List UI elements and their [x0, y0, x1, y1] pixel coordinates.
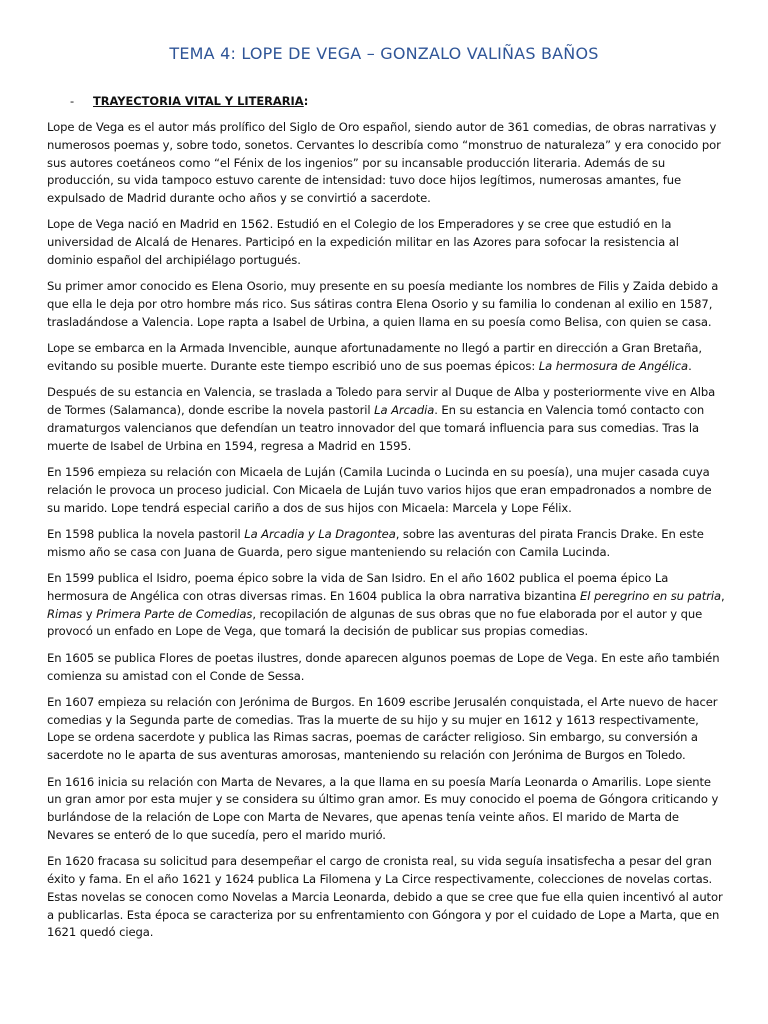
- italic-title-text: La Arcadia: [374, 403, 435, 418]
- paragraph-text: ,: [721, 588, 725, 603]
- section-heading-suffix: :: [303, 94, 309, 108]
- section-heading: [70, 94, 308, 108]
- list-bullet: -: [70, 94, 75, 108]
- paragraph-text: .: [688, 359, 692, 374]
- paragraph: [47, 853, 727, 942]
- paragraph-text: , recopilación de algunas de sus obras que no fue elaborada por el autor y que provocó un enfado en Lope de Vega, que tomará la decisión de publicar sus propias comedias.: [47, 606, 703, 639]
- paragraph: [47, 216, 727, 269]
- section-heading-text: TRAYECTORIA VITAL Y LITERARIA: [93, 94, 304, 108]
- paragraph-text: Lope de Vega nació en Madrid en 1562. Estudió en el Colegio de los Emperadores y se cree que estudió en la universidad de Alcalá de Henares. Participó en la expedición militar en las Azores para sofocar la resistencia al dominio español del archipiélago portugués.: [47, 217, 679, 268]
- paragraph-text: . En su estancia en Valencia tomó contacto con dramaturgos valencianos que defendían un teatro innovador del que tomará influencia para sus comedias. Tras la muerte de Isabel de Urbina en 1594, regresa a Madrid en 1595.: [47, 403, 705, 453]
- paragraph-text: Su primer amor conocido es Elena Osorio, muy presente en su poesía mediante los nombres de Filis y Zaida debido a que ella le deja por otro hombre más rico. Sus sátiras contra Elena Osorio y su familia lo condenan al exilio en 1587, trasladándose a Valencia. Lope rapta a Isabel de Urbina, a quien llama en su poesía como Belisa, con quien se casa.: [47, 279, 719, 329]
- paragraph-text: En 1607 empieza su relación con Jerónima de Burgos. En 1609 escribe Jerusalén conquistada, el Arte nuevo de hacer comedias y la Segunda parte de comedias. Tras la muerte de su hijo y su mujer en 1612 y 1613 respectivamente, Lope se ordena sacerdote y publica las Rimas sacras, poemas de carácter religioso. Sin embargo, su conversión a sacerdote no le aparta de sus aventuras amorosas, manteniendo su relación con Jerónima de Burgos en Toledo.: [47, 694, 718, 763]
- italic-title-text: Primera Parte de Comedias: [96, 606, 253, 621]
- paragraph-text: En 1598 publica la novela pastoril: [47, 526, 245, 541]
- paragraph-text: Después de su estancia en Valencia, se traslada a Toledo para servir al Duque de Alba y posteriormente vive en Alba de Tormes (Salamanca), donde escribe la novela pastoril: [47, 385, 716, 418]
- italic-title-text: Rimas: [47, 606, 83, 621]
- paragraph: [47, 340, 727, 376]
- document-title: TEMA 4: LOPE DE VEGA – GONZALO VALIÑAS BAÑOS: [169, 44, 599, 63]
- paragraph: [47, 278, 727, 331]
- paragraph-text: Lope se embarca en la Armada Invencible, aunque afortunadamente no llegó a partir en dirección a Gran Bretaña, evitando su posible muerte. Durante este tiempo escribió uno de sus poemas épicos:: [47, 341, 702, 374]
- document-body: [47, 119, 727, 951]
- paragraph: [47, 650, 727, 686]
- paragraph-text: , sobre las aventuras del pirata Francis Drake. En este mismo año se casa con Juana de Guarda, pero sigue manteniendo su relación con Camila Lucinda.: [47, 526, 704, 559]
- paragraph: [47, 526, 727, 562]
- paragraph: [47, 570, 727, 641]
- italic-title-text: El peregrino en su patria: [580, 588, 721, 603]
- paragraph-text: En 1620 fracasa su solicitud para desempeñar el cargo de cronista real, su vida seguía insatisfecha a pesar del gran éxito y fama. En el año 1621 y 1624 publica La Filomena y La Circe respectivamente, colecciones de novelas cortas. Estas novelas se conocen como Novelas a Marcia Leonarda, debido a que se cree que fue ella quien incentivó al autor a publicarlas. Esta época se caracteriza por su enfrentamiento con Góngora y por el cuidado de Lope a Marta, que en 1621 quedó ciega.: [47, 854, 723, 940]
- italic-title-text: La Arcadia y La Dragontea: [244, 526, 396, 541]
- paragraph-text: En 1599 publica el Isidro, poema épico sobre la vida de San Isidro. En el año 1602 publica el poema épico La hermosura de Angélica con otras diversas rimas. En 1604 publica la obra narrativa bizantina: [47, 571, 669, 603]
- paragraph-text: En 1605 se publica Flores de poetas ilustres, donde aparecen algunos poemas de Lope de Vega. En este año también comienza su amistad con el Conde de Sessa.: [47, 650, 720, 683]
- paragraph: [47, 694, 727, 765]
- paragraph-text: y: [82, 606, 97, 621]
- paragraph: [47, 384, 727, 455]
- paragraph-text: En 1616 inicia su relación con Marta de Nevares, a la que llama en su poesía María Leonarda o Amarilis. Lope siente un gran amor por esta mujer y se considera su último gran amor. Es muy conocido el poema de Góngora criticando y burlándose de la relación de Lope con Marta de Nevares, que apenas tenía veinte años. El marido de Marta de Nevares se enteró de lo que sucedía, pero el marido murió.: [47, 774, 719, 842]
- paragraph: [47, 774, 727, 845]
- paragraph-text: En 1596 empieza su relación con Micaela de Luján (Camila Lucinda o Lucinda en su poesía), una mujer casada cuya relación le provoca un proceso judicial. Con Micaela de Luján tuvo varios hijos que eran empadronados a nombre de su marido. Lope tendrá especial cariño a dos de sus hijos con Micaela: Marcela y Lope Félix.: [47, 465, 712, 515]
- paragraph: [47, 464, 727, 517]
- paragraph-text: Lope de Vega es el autor más prolífico del Siglo de Oro español, siendo autor de 361 comedias, de obras narrativas y numerosos poemas y, sobre todo, sonetos. Cervantes lo describía como “monstruo de naturaleza” y era conocido por sus autores coetáneos como “el Fénix de los ingenios” por su incansable producción literaria. Además de su producción, su vida tampoco estuvo carente de intensidad: tuvo doce hijos legítimos, numerosas amantes, fue expulsado de Madrid durante ocho años y se convirtió a sacerdote.: [47, 120, 721, 206]
- italic-title-text: La hermosura de Angélica: [538, 359, 689, 374]
- paragraph: [47, 119, 727, 208]
